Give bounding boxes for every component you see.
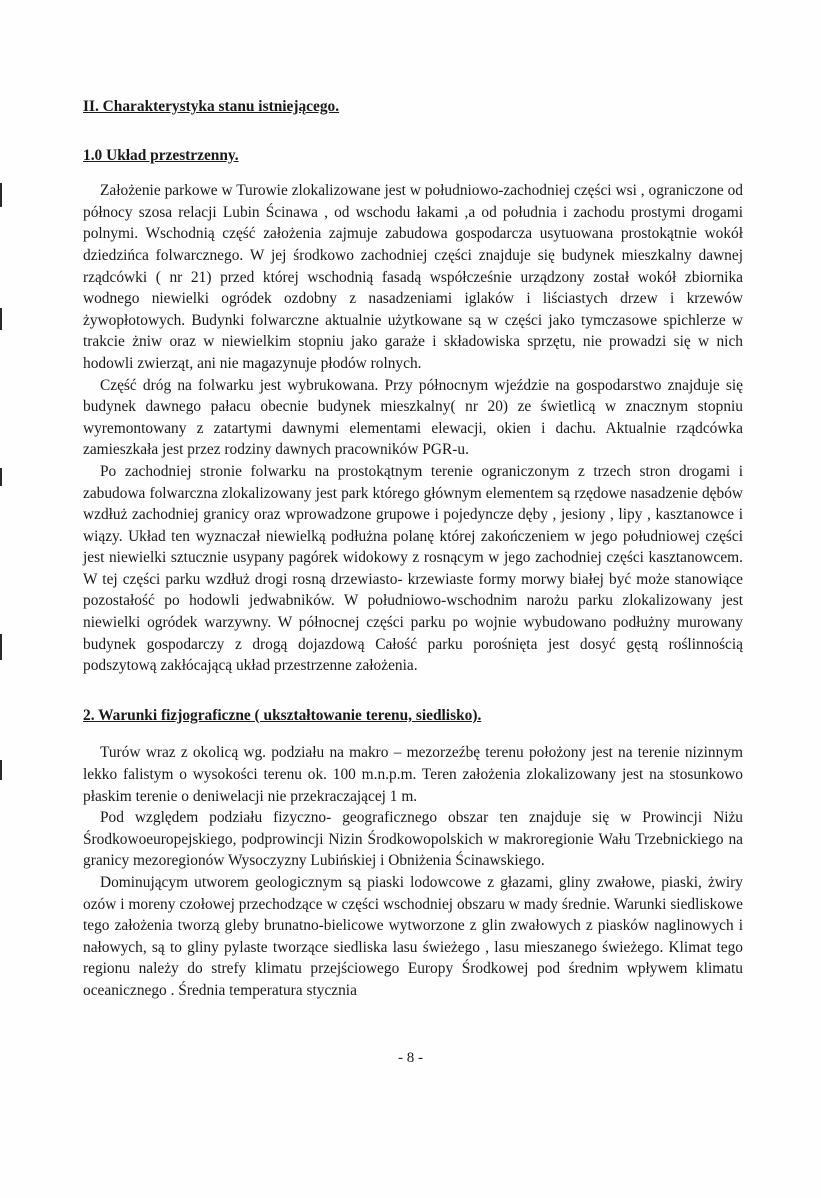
scan-margin-mark: [0, 183, 2, 207]
page-number: - 8 -: [398, 1050, 423, 1066]
paragraph: Turów wraz z okolicą wg. podziału na makro – mezorzeźbę terenu położony jest na terenie nizinnym lekko falistym o wysokości terenu ok. 100 m.n.p.m. Teren założenia zlokalizowany jest na stosunkowo płaskim terenie o deniwelacji nie przekraczającej 1 m.: [83, 744, 743, 805]
main-heading: II. Charakterystyka stanu istniejącego.: [83, 98, 340, 115]
paragraph: Założenie parkowe w Turowie zlokalizowane jest w południowo-zachodniej części wsi , ograniczone od północy szosa relacji Lubin Ścinawa , od wschodu łakami ,a od południa i zachodu prostymi drogami polnymi. Wschodnią część założenia zajmuje zabudowa gospodarcza usytuowana prostokątnie wokół dziedzińca folwarcznego. W jej środkowo zachodniej części znajduje się budynek mieszkalny dawnej rządcówki ( nr 21) przed której wschodnią fasadą współcześnie urządzony został wokół zbiornika wodnego niewielki ogródek ozdobny z nasadzeniami iglaków i liściastych drzew i krzewów żywopłotowych. Budynki folwarczne aktualnie użytkowane są w części jako tymczasowe spichlerze w trakcie żniw oraz w niewielkim stopniu jako garaże i składowiska sprzętu, nie prowadzi się w nich hodowli zwierząt, ani nie magazynuje płodów rolnych.: [83, 182, 743, 372]
scan-margin-mark: [0, 634, 2, 660]
scan-margin-mark: [0, 308, 2, 330]
paragraph: Część dróg na folwarku jest wybrukowana. Przy północnym wjeździe na gospodarstwo znajduje się budynek dawnego pałacu obecnie budynek mieszkalny( nr 20) ze świetlicą w znacznym stopniu wyremontowany z zatartymi dawnymi elementami elewacji, okien i dachu. Aktualnie rządcówka zamieszkała jest przez rodziny dawnych pracowników PGR-u.: [83, 376, 743, 459]
paragraph: Po zachodniej stronie folwarku na prostokątnym terenie ograniczonym z trzech stron drogami i zabudowa folwarczna zlokalizowany jest park którego głównym elementem są rzędowe nasadzenie dębów wzdłuż zachodniej granicy oraz wprowadzone grupowe i pojedyncze dęby , jesiony , lipy , kasztanowce i wiązy. Układ ten wyznaczał niewielką podłużna polanę której zakończeniem w jego południowej części jest niewielki sztucznie usypany pagórek widokowy z rosnącym w jego zachodniej części kasztanowcem. W tej części parku wzdłuż drogi rosną drzewiasto- krzewiaste formy morwy białej być może stanowiące pozostałość po hodowli jedwabników. W południowo-wschodnim narożu parku zlokalizowany jest niewielki ogródek warzywny. W północnej części parku po wojnie wybudowano podłużny murowany budynek gospodarczy z drogą dojazdową Całość parku porośnięta jest dosyć gęstą roślinnością podszytową zakłócającą układ przestrzenne założenia.: [83, 462, 743, 675]
document-body: [83, 96, 743, 1002]
section-heading-conditions: 2. Warunki fizjograficzne ( ukształtowanie terenu, siedlisko).: [83, 706, 482, 724]
scan-margin-mark: [0, 468, 2, 486]
scan-margin-mark: [0, 760, 2, 780]
paragraph: Pod względem podziału fizyczno- geograficznego obszar ten znajduje się w Prowincji Niżu Środkowoeuropejskiego, podprowincji Nizin Środkowopolskich w makroregionie Wału Trzebnickiego na granicy mezoregionów Wysoczyzny Lubińskiej i Obniżenia Ścinawskiego.: [83, 809, 743, 870]
section-heading-layout: 1.0 Układ przestrzenny.: [83, 146, 239, 164]
paragraph: Dominującym utworem geologicznym są piaski lodowcowe z głazami, gliny zwałowe, piaski, żwiry ozów i moreny czołowej przechodzące w części wschodniej obszaru w mady średnie. Warunki siedliskowe tego założenia tworzą gleby brunatno-bielicowe wytworzone z glin zwałowych z piasków naglinowych i nałowych, są to gliny pylaste tworzące siedliska lasu świeżego , lasu mieszanego świeżego. Klimat tego regionu należy do strefy klimatu przejściowego Europy Środkowej pod średnim wpływem klimatu oceanicznego . Średnia temperatura stycznia: [83, 874, 743, 999]
